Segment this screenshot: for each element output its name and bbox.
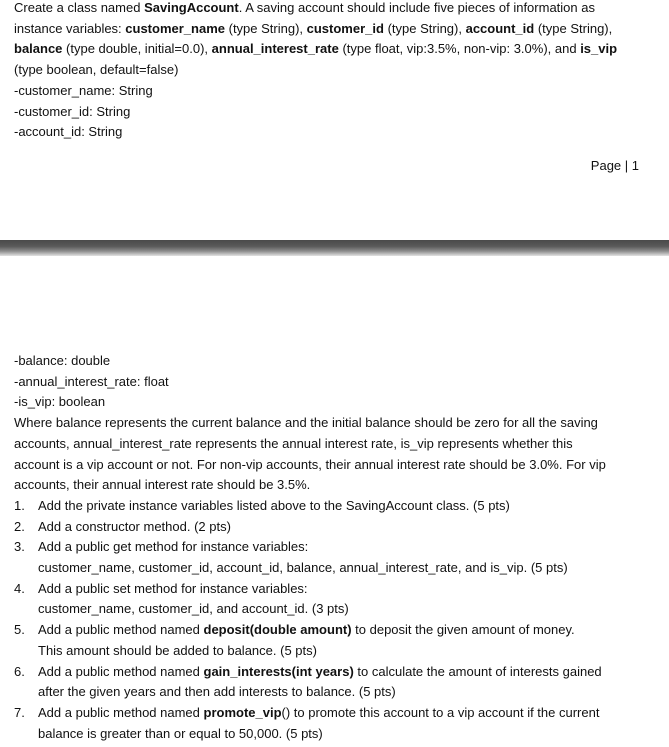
bold-term: is_vip bbox=[580, 41, 618, 57]
bold-term: annual_interest_rate bbox=[211, 41, 339, 57]
task-line bbox=[38, 682, 396, 702]
text-run: customer_name, customer_id, account_id, balance, annual_interest_rate, and is_vip. (5 pts) bbox=[38, 560, 568, 575]
text-run: () to promote this account to a vip account if the current bbox=[281, 704, 600, 720]
text-run: Add a public set method for instance variables: bbox=[38, 580, 308, 596]
text-run: Add the private instance variables listed above to the SavingAccount class. (5 pts) bbox=[38, 497, 510, 513]
text-run: (type String), bbox=[383, 20, 466, 36]
task-number: 3. bbox=[14, 539, 25, 555]
description-line: account is a vip account or not. For non-vip accounts, their annual interest rate should be 3.0%. For vip bbox=[14, 456, 606, 472]
text-run: Add a public get method for instance variables: bbox=[38, 539, 309, 555]
bold-term: deposit(double amount) bbox=[203, 622, 352, 638]
text-run: after the given years and then add interests to balance. (5 pts) bbox=[38, 684, 396, 700]
task-number: 1. bbox=[14, 497, 25, 513]
page-1 bbox=[0, 0, 669, 240]
text-run: -customer_id: String bbox=[14, 103, 131, 119]
text-line bbox=[14, 81, 153, 101]
text-run: . A saving account should include five pieces of information as bbox=[238, 0, 595, 15]
task-line bbox=[38, 558, 568, 578]
task-line bbox=[38, 496, 510, 516]
task-number: 5. bbox=[14, 622, 25, 638]
page-break-divider bbox=[0, 240, 669, 256]
text-run: (type String), bbox=[534, 20, 613, 36]
text-run: (type float, vip:3.5%, non-vip: 3.0%), and bbox=[338, 41, 581, 57]
text-run: (type String), bbox=[225, 20, 307, 36]
description-line: accounts, their annual interest rate should be 3.5%. bbox=[14, 477, 311, 493]
task-line bbox=[38, 537, 308, 557]
bold-term: customer_name bbox=[125, 20, 225, 36]
text-run: -customer_name: String bbox=[14, 82, 153, 98]
field-line: -balance: double bbox=[14, 353, 111, 368]
bold-term: account_id bbox=[465, 20, 535, 36]
bold-term: customer_id bbox=[306, 20, 384, 36]
text-run: instance variables: bbox=[14, 20, 126, 36]
text-run: Add a public method named bbox=[38, 704, 204, 720]
field-line: -annual_interest_rate: float bbox=[14, 373, 169, 389]
task-line bbox=[38, 641, 317, 661]
text-line bbox=[14, 60, 178, 80]
text-run: (type boolean, default=false) bbox=[14, 62, 179, 78]
task-number: 7. bbox=[14, 704, 25, 720]
bold-term: SavingAccount bbox=[144, 0, 239, 15]
text-run: This amount should be added to balance. (5 pts) bbox=[38, 642, 317, 658]
task-number: 6. bbox=[14, 663, 25, 679]
task-number: 4. bbox=[14, 580, 25, 596]
task-line bbox=[38, 620, 575, 640]
text-run: to calculate the amount of interests gained bbox=[353, 663, 602, 679]
text-line bbox=[14, 0, 595, 18]
field-line: -is_vip: boolean bbox=[14, 394, 106, 410]
task-line bbox=[38, 517, 231, 537]
bold-term: gain_interests(int years) bbox=[203, 663, 354, 679]
text-run: Create a class named bbox=[14, 0, 145, 15]
task-line bbox=[38, 724, 323, 744]
text-line bbox=[14, 102, 130, 122]
text-run: -account_id: String bbox=[14, 124, 123, 140]
text-line bbox=[14, 19, 612, 39]
text-line bbox=[14, 122, 122, 142]
text-run: (type double, initial=0.0), bbox=[62, 41, 212, 57]
text-run: Add a public method named bbox=[38, 663, 204, 679]
text-line bbox=[14, 39, 617, 59]
text-run: to deposit the given amount of money. bbox=[351, 622, 575, 638]
page-number: Page | 1 bbox=[590, 158, 639, 173]
page-2 bbox=[0, 256, 669, 747]
description-line: accounts, annual_interest_rate represents the annual interest rate, is_vip represents whether this bbox=[14, 435, 573, 451]
bold-term: balance bbox=[14, 41, 63, 57]
task-number: 2. bbox=[14, 518, 25, 534]
task-line bbox=[38, 662, 602, 682]
text-run: Add a constructor method. (2 pts) bbox=[38, 518, 231, 534]
text-run: balance is greater than or equal to 50,000. (5 pts) bbox=[38, 725, 323, 741]
task-line bbox=[38, 703, 599, 723]
text-run: customer_name, customer_id, and account_id. (3 pts) bbox=[38, 601, 349, 617]
bold-term: promote_vip bbox=[203, 704, 282, 720]
task-line bbox=[38, 599, 349, 619]
description-line: Where balance represents the current balance and the initial balance should be zero for all the saving bbox=[14, 415, 598, 431]
text-run: Add a public method named bbox=[38, 622, 204, 638]
task-line bbox=[38, 579, 308, 599]
